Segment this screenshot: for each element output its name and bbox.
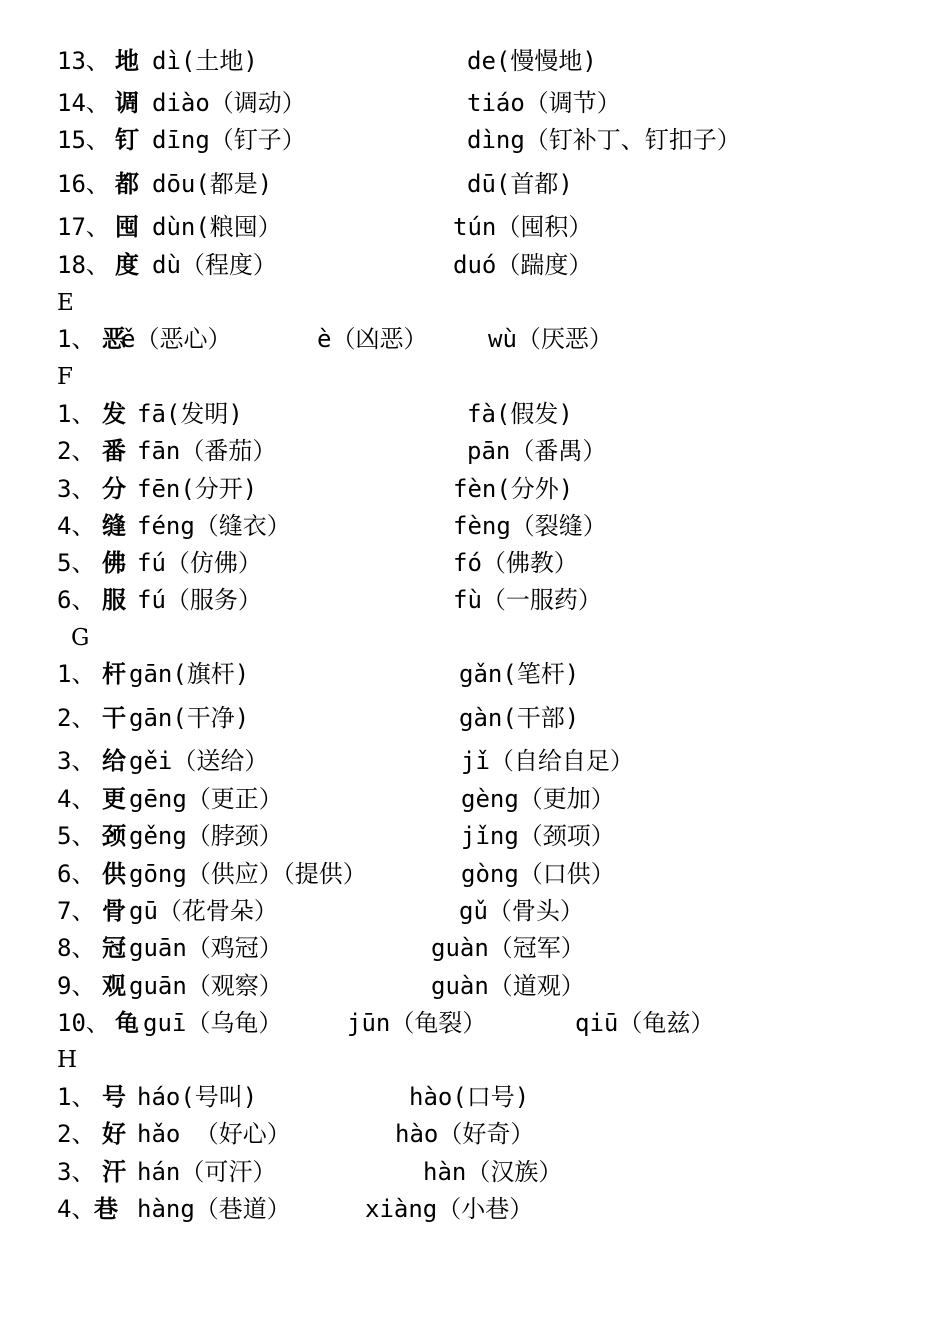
reading-2: tiáo（调节） bbox=[467, 89, 621, 117]
entry-row bbox=[57, 701, 937, 735]
entry-number: 4、 bbox=[57, 785, 96, 813]
entry-character: 好 bbox=[102, 1120, 126, 1148]
reading-2: jūn（龟裂） bbox=[347, 1009, 487, 1037]
section-heading-f: F bbox=[57, 364, 73, 390]
entry-number: 1、 bbox=[57, 1083, 96, 1111]
reading-2: hào（好奇） bbox=[395, 1120, 535, 1148]
entry-row bbox=[57, 1192, 937, 1226]
entry-character: 给 bbox=[102, 747, 126, 775]
entry-row bbox=[57, 931, 937, 965]
entry-number: 3、 bbox=[57, 747, 96, 775]
reading-2: guàn（冠军） bbox=[431, 934, 585, 962]
entry-row bbox=[57, 472, 937, 506]
entry-row bbox=[57, 44, 937, 78]
section-heading-g: G bbox=[71, 625, 90, 651]
entry-character: 佛 bbox=[102, 549, 126, 577]
reading-2: gòng（口供） bbox=[461, 860, 615, 888]
reading-1: gān(旗杆) bbox=[129, 660, 250, 688]
entry-number: 1、 bbox=[57, 325, 96, 353]
reading-2: fù（一服药） bbox=[453, 586, 602, 614]
entry-character: 干 bbox=[102, 704, 126, 732]
entry-row bbox=[57, 744, 937, 778]
reading-2: de(慢慢地) bbox=[467, 47, 597, 75]
reading-2: è（凶恶） bbox=[317, 325, 428, 353]
section-heading-h: H bbox=[57, 1047, 78, 1073]
reading-2: duó（踹度） bbox=[453, 251, 593, 279]
reading-1: fēn(分开) bbox=[137, 475, 258, 503]
reading-3: qiū（龟兹） bbox=[575, 1009, 715, 1037]
entry-number: 13、 bbox=[57, 47, 110, 75]
entry-number: 6、 bbox=[57, 860, 96, 888]
reading-1: fú（服务） bbox=[137, 586, 262, 614]
reading-1: diào（调动） bbox=[152, 89, 306, 117]
reading-2: dìng（钉补丁、钉扣子） bbox=[467, 126, 741, 154]
entry-character: 冠 bbox=[102, 934, 126, 962]
entry-number: 5、 bbox=[57, 549, 96, 577]
reading-1: háo(号叫) bbox=[137, 1083, 258, 1111]
reading-2: fó（佛教） bbox=[453, 549, 578, 577]
entry-row bbox=[57, 397, 937, 431]
entry-character: 番 bbox=[102, 437, 126, 465]
entry-character: 度 bbox=[115, 251, 139, 279]
entry-row bbox=[57, 167, 937, 201]
reading-1: hǎo （好心） bbox=[137, 1120, 291, 1148]
entry-character: 分 bbox=[102, 475, 126, 503]
reading-2: gǔ（骨头） bbox=[459, 897, 584, 925]
entry-number: 3、 bbox=[57, 1158, 96, 1186]
reading-2: fèng（裂缝） bbox=[453, 512, 607, 540]
reading-2: fà(假发) bbox=[467, 400, 573, 428]
entry-character: 钉 bbox=[115, 126, 139, 154]
reading-1: guān（观察） bbox=[129, 972, 283, 1000]
reading-3: wù（厌恶） bbox=[488, 325, 613, 353]
reading-1: hán（可汗） bbox=[137, 1158, 277, 1186]
entry-number: 4、 bbox=[57, 512, 96, 540]
reading-2: tún（囤积） bbox=[453, 213, 593, 241]
reading-2: hào(口号) bbox=[409, 1083, 530, 1111]
entry-number: 15、 bbox=[57, 126, 110, 154]
reading-1: gěng（脖颈） bbox=[129, 822, 283, 850]
entry-number: 7、 bbox=[57, 897, 96, 925]
reading-2: jǐng（颈项） bbox=[461, 822, 615, 850]
reading-1: fā(发明) bbox=[137, 400, 243, 428]
reading-2: hàn（汉族） bbox=[423, 1158, 563, 1186]
entry-number: 3、 bbox=[57, 475, 96, 503]
entry-row bbox=[57, 1080, 937, 1114]
reading-2: jǐ（自给自足） bbox=[461, 747, 634, 775]
entry-row bbox=[57, 894, 937, 928]
entry-number: 17、 bbox=[57, 213, 110, 241]
entry-number: 10、 bbox=[57, 1009, 110, 1037]
entry-number: 2、 bbox=[57, 1120, 96, 1148]
reading-2: gàn(干部) bbox=[459, 704, 580, 732]
reading-1: gēng（更正） bbox=[129, 785, 283, 813]
entry-row bbox=[57, 546, 937, 580]
entry-character: 地 bbox=[115, 47, 139, 75]
reading-2: xiàng（小巷） bbox=[365, 1195, 534, 1223]
reading-2: gǎn(笔杆) bbox=[459, 660, 580, 688]
entry-row bbox=[57, 123, 937, 157]
entry-character: 服 bbox=[102, 586, 126, 614]
reading-1: dōu(都是) bbox=[152, 170, 273, 198]
entry-character: 调 bbox=[115, 89, 139, 117]
entry-character: 骨 bbox=[102, 897, 126, 925]
entry-number: 6、 bbox=[57, 586, 96, 614]
entry-character: 缝 bbox=[102, 512, 126, 540]
reading-2: gèng（更加） bbox=[461, 785, 615, 813]
entry-row bbox=[57, 434, 937, 468]
reading-1: dīng（钉子） bbox=[152, 126, 306, 154]
entry-character: 供 bbox=[102, 860, 126, 888]
entry-character: 龟 bbox=[115, 1009, 139, 1037]
entry-number: 9、 bbox=[57, 972, 96, 1000]
reading-1: gěi（送给） bbox=[129, 747, 269, 775]
entry-character: 观 bbox=[102, 972, 126, 1000]
reading-1: hàng（巷道） bbox=[137, 1195, 291, 1223]
entry-character: 号 bbox=[102, 1083, 126, 1111]
entry-character: 囤 bbox=[115, 213, 139, 241]
reading-1: féng（缝衣） bbox=[137, 512, 291, 540]
entry-row bbox=[57, 969, 937, 1003]
entry-row bbox=[57, 322, 937, 356]
reading-1: gū（花骨朵） bbox=[129, 897, 278, 925]
entry-number: 16、 bbox=[57, 170, 110, 198]
entry-number: 18、 bbox=[57, 251, 110, 279]
entry-number: 2、 bbox=[57, 704, 96, 732]
entry-row bbox=[57, 1155, 937, 1189]
entry-row bbox=[57, 210, 937, 244]
entry-character: 发 bbox=[102, 400, 126, 428]
section-heading-e: E bbox=[57, 290, 74, 316]
entry-row bbox=[57, 857, 937, 891]
reading-1: dù（程度） bbox=[152, 251, 277, 279]
reading-1: gōng（供应）（提供） bbox=[129, 860, 367, 888]
entry-row bbox=[57, 1006, 937, 1040]
entry-number: 8、 bbox=[57, 934, 96, 962]
entry-number: 5、 bbox=[57, 822, 96, 850]
entry-number: 14、 bbox=[57, 89, 110, 117]
reading-1: dì(土地) bbox=[152, 47, 258, 75]
reading-1: gān(干净) bbox=[129, 704, 250, 732]
entry-row bbox=[57, 509, 937, 543]
entry-character: 巷 bbox=[94, 1195, 118, 1223]
entry-row bbox=[57, 248, 937, 282]
entry-number: 1、 bbox=[57, 400, 96, 428]
reading-2: pān（番禺） bbox=[467, 437, 607, 465]
reading-1: dùn(粮囤） bbox=[152, 213, 282, 241]
entry-character: 恶 bbox=[102, 325, 126, 353]
entry-row bbox=[57, 782, 937, 816]
entry-number: 1、 bbox=[57, 660, 96, 688]
entry-number: 4、 bbox=[57, 1195, 96, 1223]
reading-2: fèn(分外) bbox=[453, 475, 574, 503]
reading-1: ě（恶心） bbox=[121, 325, 232, 353]
entry-row bbox=[57, 819, 937, 853]
entry-character: 杆 bbox=[102, 660, 126, 688]
entry-row bbox=[57, 1117, 937, 1151]
entry-character: 颈 bbox=[102, 822, 126, 850]
reading-1: fú（仿佛） bbox=[137, 549, 262, 577]
reading-1: fān（番茄） bbox=[137, 437, 277, 465]
reading-2: dū(首都) bbox=[467, 170, 573, 198]
reading-2: guàn（道观） bbox=[431, 972, 585, 1000]
entry-row bbox=[57, 583, 937, 617]
entry-row bbox=[57, 657, 937, 691]
entry-row bbox=[57, 86, 937, 120]
entry-number: 2、 bbox=[57, 437, 96, 465]
entry-character: 更 bbox=[102, 785, 126, 813]
entry-character: 都 bbox=[115, 170, 139, 198]
entry-character: 汗 bbox=[102, 1158, 126, 1186]
reading-1: guān（鸡冠） bbox=[129, 934, 283, 962]
reading-1: guī（乌龟） bbox=[143, 1009, 283, 1037]
